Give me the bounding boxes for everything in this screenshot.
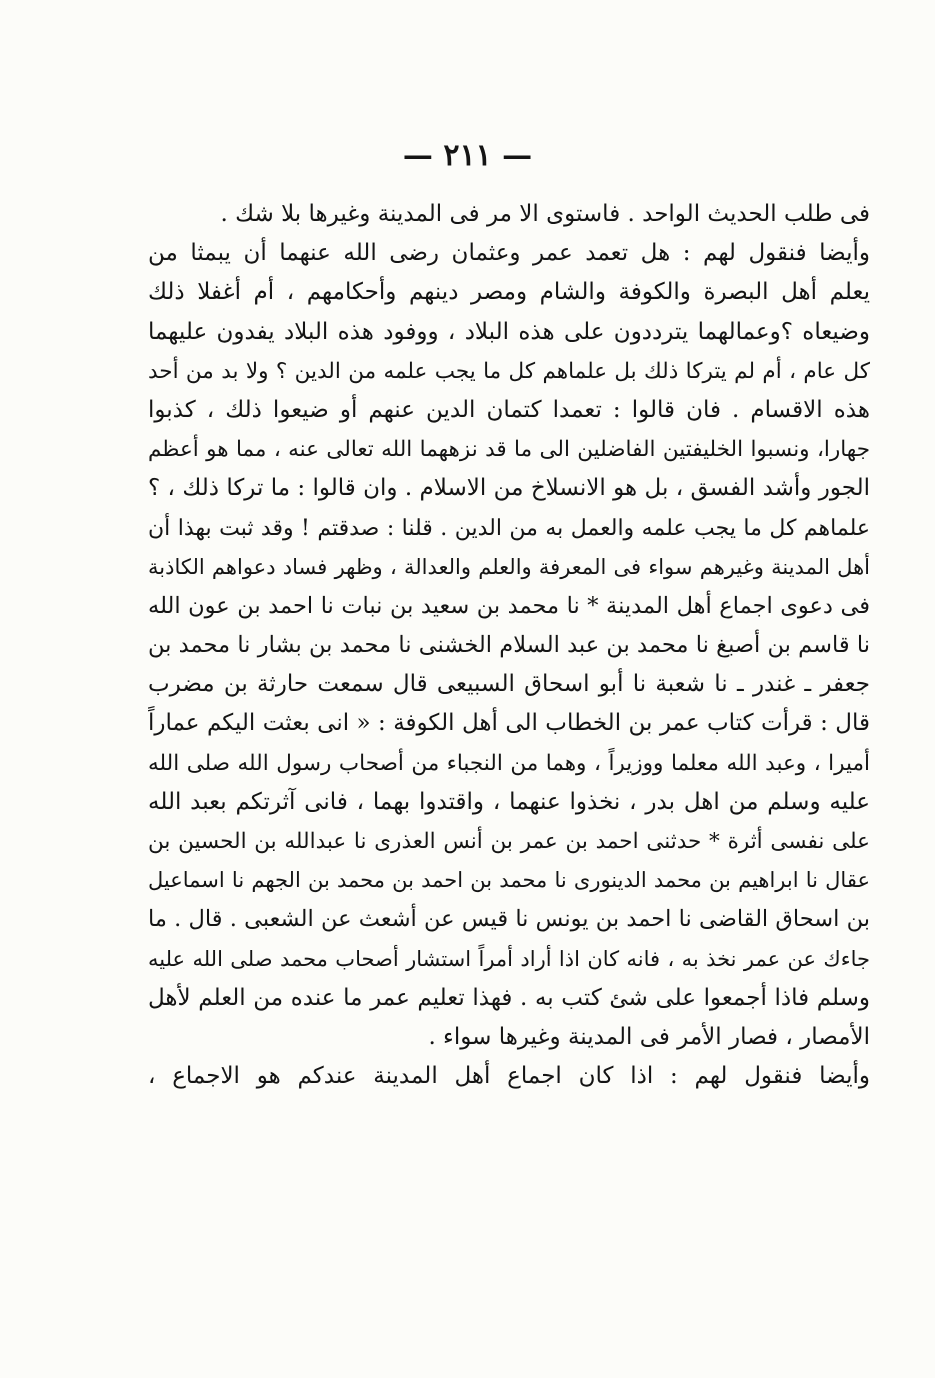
text-line: كل عام ، أم لم يتركا ذلك بل علماهم كل ما يجب علمه من الدين ؟ ولا بد من أحد — [148, 358, 870, 384]
text-line: فى طلب الحديث الواحد . فاستوى الا مر فى المدينة وغيرها بلا شك . — [220, 201, 870, 227]
text-line: وأيضا فنقول لهم : اذا كان اجماع أهل المدينة عندكم هو الاجماع ، — [148, 1063, 870, 1090]
text-line: علماهم كل ما يجب علمه والعمل به من الدين . قلنا : صدقتم ! وقد ثبت بهذا أن — [148, 515, 870, 541]
text-line: بن اسحاق القاضى نا احمد بن يونس نا قيس عن أشعث عن الشعبى . قال . ما — [148, 906, 870, 933]
text-line: نا قاسم بن أصبغ نا محمد بن عبد السلام الخشنى نا محمد بن بشار نا محمد بن — [148, 632, 870, 659]
text-line: قال : قرأت كتاب عمر بن الخطاب الى أهل الكوفة : « انى بعثت اليكم عماراً — [148, 710, 870, 737]
text-line: جعفر ـ غندر ـ نا شعبة نا أبو اسحاق السبيعى قال سمعت حارثة بن مضرب — [148, 671, 870, 698]
text-line: عقال نا ابراهيم بن محمد الدينورى نا محمد بن احمد بن محمد بن الجهم نا اسماعيل — [148, 868, 870, 893]
text-line: الأمصار ، فصار الأمر فى المدينة وغيرها سواء . — [428, 1023, 870, 1050]
text-line: هذه الاقسام . فان قالوا : تعمدا كتمان الدين عنهم أو ضيعوا ذلك ، كذبوا — [148, 396, 870, 423]
body-text — [148, 195, 870, 1096]
text-line: يعلم أهل البصرة والكوفة والشام ومصر دينهم وأحكامهم ، أم أغفلا ذلك — [148, 279, 870, 306]
text-line: جهارا، ونسبوا الخليفتين الفاضلين الى ما قد نزههما الله تعالى عنه ، مما هو أعظم — [148, 437, 870, 463]
text-line: جاءك عن عمر نخذ به ، فانه كان اذا أراد أمراً استشار أصحاب محمد صلى الله عليه — [148, 946, 870, 971]
text-line: على نفسى أثرة * حدثنى احمد بن عمر بن أنس العذرى نا عبدالله بن الحسين بن — [148, 829, 870, 854]
text-line: وأيضا فنقول لهم : هل تعمد عمر وعثمان رضى الله عنهما أن يبمثا من — [148, 240, 870, 267]
page-number: — ٢١١ — — [402, 138, 533, 173]
text-line: فى دعوى اجماع أهل المدينة * نا محمد بن سعيد بن نبات نا احمد بن عون الله — [148, 592, 870, 619]
text-line: وسلم فاذا أجمعوا على شئ كتب به . فهذا تعليم عمر ما عنده من العلم لأهل — [148, 984, 870, 1011]
text-line: أهل المدينة وغيرهم سواء فى المعرفة والعلم والعدالة ، وظهر فساد دعواهم الكاذبة — [148, 554, 870, 579]
text-line: وضيعاه ؟وعمالهما يترددون على هذه البلاد ، ووفود هذه البلاد يفدون عليهما — [148, 318, 870, 345]
text-line: عليه وسلم من اهل بدر ، نخذوا عنهما ، واقتدوا بهما ، فانى آثرتكم بعبد الله — [148, 788, 870, 815]
text-line: الجور وأشد الفسق ، بل هو الانسلاخ من الاسلام . وان قالوا : ما تركا ذلك ، ؟ — [148, 475, 870, 502]
text-line: أميرا ، وعبد الله معلما ووزيراً ، وهما من النجباء من أصحاب رسول الله صلى الله — [148, 750, 870, 776]
